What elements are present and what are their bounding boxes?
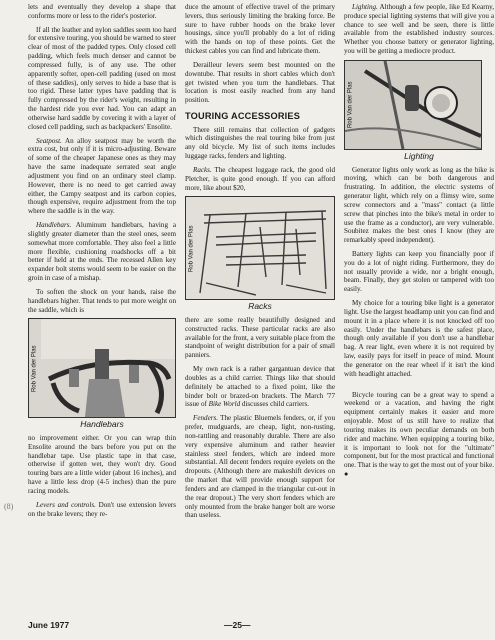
- handlebars-photo-image: [29, 319, 175, 417]
- column-3: [344, 3, 494, 484]
- col3-paragraph-4: My choice for a touring bike light is a generator light. Use the largest headlamp unit you can find and mount it in a place where it is not knocked off too easily. Under the handlebars is the safest place, though only available if you don't use a handlebar bag. A rear light, even where it is not required by law, easily pays for itself in peace of mind. Mount the generator on the rear wheel if it isn't the kind with headlight attached.: [344, 299, 494, 378]
- col2-paragraph-1: duce the amount of effective travel of the primary levers, thus seriously limiting the braking force. Be sure to have rubber hoods on the brake lever housings, since you'll probably do a lot of riding with the hands on top of these points. Get the thickest cables you can find and lubricate them.: [185, 3, 335, 56]
- lighting-text: Although a few people, like Ed Kearny, produce special lighting systems that will give you a chance to see well and be seen, there is little available from the established industry sources. Whether you choose battery or generator lighting, you will be getting a mediocre product.: [344, 3, 494, 56]
- lighting-lead: Lighting.: [352, 3, 378, 11]
- levers-lead: Levers and controls.: [36, 500, 96, 509]
- seatpost-lead: Seatpost.: [36, 136, 62, 145]
- handlebars-photo-credit: Rob Van der Plas: [31, 345, 38, 392]
- lighting-caption: Lighting: [404, 150, 434, 161]
- levers-paragraph: [28, 501, 176, 519]
- section-heading-touring-accessories: TOURING ACCESSORIES: [185, 111, 301, 122]
- fenders-text: The plastic Bluemels fenders, or, if you prefer, mudguards, are cheap, light, non-rusting, non-rattling and reasonably durable. There are also very expensive aluminum and rather heavier stainless steel fenders, which are indeed more substantial. All decent fenders require eyelets on the dropouts. (Although there are makeshift devices on the market that will provide enough support for fenders and are clamped in the triangular cut-out in the rear dropout.) The very short fenders which are only mounted from the brake hanger bolt are worse than useless.: [185, 414, 335, 520]
- lighting-photo-credit: Rob Van der Plas: [347, 81, 354, 129]
- col3-paragraph-2: Generator lights only work as long as the bike is moving, which can be both dangerous and frustrating. In addition, the electric systems of generator light, which rely on a flimsy wire, some screw connectors and a "mass" contact (a little screw that pinches into the bike's metal in order to use the frame as a conductor), are very vulnerable. Soubitez makes the best ones I know (they are remarkably speed independent).: [344, 165, 494, 245]
- col2-paragraph-2: Derailleur levers seem best mounted on the downtube. That results in short cables which don't get twisted when you turn the handlebars. That location is most easily reached from any hand position.: [185, 60, 335, 105]
- bike-world-title: Bike World: [208, 400, 241, 409]
- lighting-paragraph: [344, 3, 494, 56]
- footer-page-number: —25—: [224, 620, 251, 630]
- column-1: [28, 3, 176, 523]
- fenders-paragraph: [185, 414, 335, 520]
- handlebars-caption: Handlebars: [80, 419, 124, 430]
- seatpost-paragraph: [28, 137, 176, 216]
- col2-paragraph-3: There still remains that collection of gadgets which distinguishes the real touring bike from just any old bicycle. My list of such items includes luggage racks, fenders and lighting.: [185, 125, 335, 161]
- lighting-photo-image: [345, 61, 481, 149]
- col1-paragraph-6: no improvement either. Or you can wrap thin Ensolite around the bars before you put on the handlebar tape. Use plastic tape in that case, otherwise if gotten wet, they won't dry. Good touring bars are a little wider (about 16 inches), and have a little less drop (4-5 inches) than the pure racing models.: [28, 433, 176, 495]
- levers-text: Don't use extension levers on the brake levers; they re-: [28, 500, 176, 518]
- col2-paragraph-6: [185, 365, 335, 409]
- col3-paragraph-5: Bicycle touring can be a great way to spend a weekend or a vacation, and having the right equipment certainly makes it easier and more enjoyable. Most of us still have to realize that touring makes its own peculiar demands on both rider and machine. When equipping a touring bike, it is important to look not for the "ultimate" component, but for the most practical and functional one. That is the way to get the most out of your bike. ●: [344, 390, 494, 479]
- handlebars-text: Aluminum handlebars, having a slightly greater diameter than the steel ones, seem somewhat more comfortable. They also feel a little more flexible, cushioning roadshocks off a bit better if held at the ends. The recessed Allen key expander bolt stems would seem to be easier on the groin in case of a mishap.: [28, 221, 176, 283]
- margin-mark: (8): [4, 502, 14, 511]
- column-2: [185, 3, 335, 525]
- col3-paragraph-3: Battery lights can keep you financially poor if you do a lot of night riding. Furthermore, they do not usually provide a wide, nor a bright enough, beam. Finally, they get stolen or tampered with too easily.: [344, 250, 494, 294]
- child-carrier-text-end: discusses child carriers.: [240, 400, 310, 409]
- racks-photo-image: [186, 197, 334, 299]
- seatpost-text: An alloy seatpost may be worth the extra cost, but only if it is micro-adjusting. Beware of some of the cheaper Japanese ones as they may have the same inadequate serrated seat angle adjustment you find on an ordinary steel clamp. However, there is no need to get carried away either, the Campy seatpost and its carbon copies, though expensive, require adjustment from the top where the saddle is in the way.: [28, 136, 176, 216]
- fenders-lead: Fenders.: [193, 414, 219, 423]
- col1-paragraph-1: lets and eventually they develop a shape that conforms more or less to the rider's posterior.: [28, 3, 176, 20]
- handlebars-paragraph: [28, 221, 176, 283]
- racks-lead: Racks.: [193, 165, 212, 174]
- lighting-photo: [344, 60, 482, 150]
- racks-caption: Racks: [248, 301, 272, 312]
- handlebars-lead: Handlebars.: [36, 221, 72, 230]
- child-carrier-text: My own rack is a rather gargantuan device that doubles as a child carrier. Things like that should definitely be attached to a fixed point, like the binder bolt or brazed-on brackets. The March '77 issue of: [185, 365, 335, 409]
- handlebars-photo: [28, 318, 176, 418]
- col2-paragraph-5: there are some really beautifully designed and constructed racks. These particular racks are also available for the front, a very suitable place from the standpoint of weight distribution for a pair of small panniers.: [185, 315, 335, 360]
- racks-paragraph: [185, 166, 335, 192]
- racks-text: The cheapest luggage rack, the good old Pletcher, is quite good enough. If you can afford more, like about $20,: [185, 165, 335, 192]
- footer-date: June 1977: [28, 620, 70, 630]
- col1-paragraph-2: If all the leather and nylon saddles seem too hard for extensive touring, you should be warned to steer clear of most of the padded types. Only closed cell padding, which feels much denser and cannot be compressed fully, is of any use. The other apparently softer, open-cell padding (used on most of these saddles), only serves to hide a base that is too rigid. These latter types have padding that is fully compressed by the rider's weight, resulting in the hardest ride you ever had. You can adapt an otherwise hard saddle by covering it with a layer of closed cell padding, such as backpackers' Ensolite.: [28, 25, 176, 131]
- racks-photo: [185, 196, 335, 300]
- racks-photo-credit: Rob Van der Plas: [188, 225, 195, 272]
- col1-paragraph-5: To soften the shock on your hands, raise the handlebars higher. That tends to put more weight on the saddle, which is: [28, 287, 176, 314]
